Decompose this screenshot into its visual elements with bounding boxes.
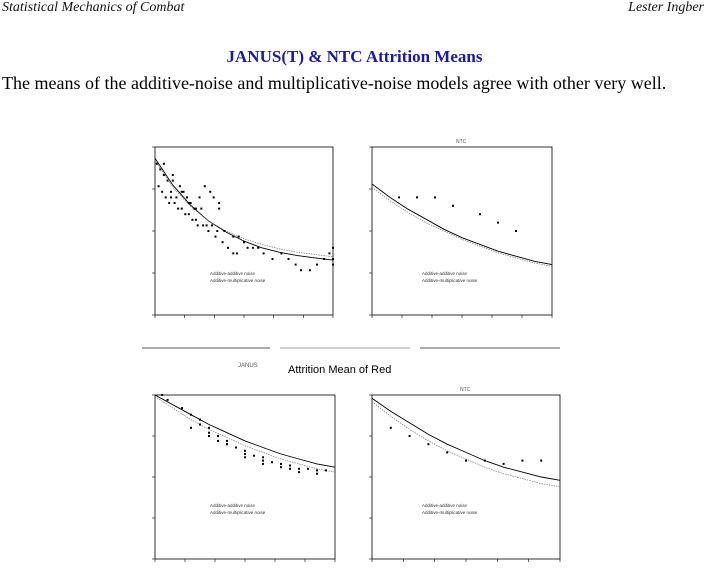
janus-label: JANUS [238,363,258,369]
data-point [184,213,186,215]
data-point [298,471,300,473]
model-curve [372,184,552,265]
data-point [316,473,318,475]
data-point [156,163,158,165]
data-point [227,247,229,249]
data-point [409,435,411,437]
data-point [208,432,210,434]
plot-frame [372,395,560,559]
running-header-left: Statistical Mechanics of Combat [2,0,185,15]
data-point [253,455,255,457]
data-point [323,258,325,260]
data-point [200,208,202,210]
data-point [195,219,197,221]
data-point [465,460,467,462]
data-point [503,463,505,465]
model-curve [372,402,560,487]
data-point [328,252,330,254]
data-point [216,230,218,232]
data-point [232,236,234,238]
data-point [170,191,172,193]
data-point [243,241,245,243]
data-point [309,269,311,271]
data-point [226,440,228,442]
data-point [390,427,392,429]
data-point [434,196,436,198]
data-point [262,463,264,465]
data-point [158,185,160,187]
data-point [479,213,481,215]
data-point [181,407,183,409]
data-point [188,202,190,204]
data-point [280,463,282,465]
data-point [247,247,249,249]
data-point [186,196,188,198]
data-point [159,168,161,170]
data-point [288,258,290,260]
data-point [163,174,165,176]
legend-entry: Additive-multiplicative noise [210,510,266,515]
data-point [197,224,199,226]
panel-top-left [152,147,334,318]
legend-entry: Additive-multiplicative noise [422,510,478,515]
panel-bottom-right [369,387,560,562]
data-point [332,258,334,260]
data-point [262,456,264,458]
data-point [191,219,193,221]
data-point [223,230,225,232]
data-point [181,191,183,193]
data-point [307,468,309,470]
data-point [207,230,209,232]
data-point [199,196,201,198]
data-point [175,196,177,198]
model-curve [372,398,560,480]
data-point [289,468,291,470]
body-paragraph: The means of the additive-noise and multiplicative-noise models agree with other very well. [2,73,667,93]
panel-top-right [369,139,552,318]
data-point [515,230,517,232]
data-point [172,180,174,182]
data-point [521,460,523,462]
data-point [168,202,170,204]
data-point [497,222,499,224]
data-point [193,208,195,210]
panel-bottom-left [152,394,335,562]
data-point [190,202,192,204]
slide-title: JANUS(T) & NTC Attrition Means [226,47,483,66]
data-point [427,443,429,445]
data-point [325,469,327,471]
data-point [232,252,234,254]
data-point [300,269,302,271]
data-point [167,399,169,401]
attrition-figure [130,130,570,574]
legend-entry: Additive-multiplicative noise [210,278,266,283]
plot-frame [155,395,335,559]
data-point [181,208,183,210]
data-point [172,174,174,176]
data-point [316,469,318,471]
data-point [218,202,220,204]
data-point [416,196,418,198]
data-point [183,191,185,193]
data-point [272,258,274,260]
data-point [188,213,190,215]
data-point [165,196,167,198]
data-point [204,185,206,187]
data-point [163,163,165,165]
data-point [215,236,217,238]
data-point [199,419,201,421]
data-point [179,185,181,187]
data-point [213,196,215,198]
data-point [332,264,334,266]
data-point [174,202,176,204]
data-point [217,440,219,442]
data-point [236,252,238,254]
data-point [161,191,163,193]
running-header-right: Lester Ingber [628,0,704,15]
plot-frame [372,147,552,315]
data-point [452,205,454,207]
model-curve [372,187,552,266]
plot-frame [155,147,333,315]
data-point [170,196,172,198]
data-point [398,196,400,198]
data-point [257,247,259,249]
data-point [218,208,220,210]
data-point [161,394,163,396]
data-point [226,443,228,445]
figure-caption: Attrition Mean of Red [288,364,392,376]
data-point [217,435,219,437]
data-point [271,461,273,463]
data-point [222,241,224,243]
data-point [235,447,237,449]
data-point [238,236,240,238]
data-point [208,435,210,437]
legend-entry: Additive-additive noise [422,271,468,276]
data-point [244,453,246,455]
data-point [202,224,204,226]
data-point [167,180,169,182]
legend-entry: Additive-additive noise [210,503,256,508]
data-point [446,451,448,453]
data-point [540,460,542,462]
legend-entry: Additive-additive noise [210,271,256,276]
data-point [199,424,201,426]
data-point [298,468,300,470]
data-point [295,264,297,266]
data-point [244,456,246,458]
data-point [252,247,254,249]
data-point [280,252,282,254]
data-point [209,191,211,193]
legend-entry: Additive-multiplicative noise [422,278,478,283]
data-point [190,427,192,429]
data-point [206,224,208,226]
panel-header: NTC [460,387,471,393]
legend-entry: Additive-additive noise [422,503,468,508]
data-point [280,466,282,468]
data-point [177,208,179,210]
data-point [211,224,213,226]
panel-header: NTC [456,139,467,145]
data-point [263,252,265,254]
data-point [289,465,291,467]
data-point [332,247,334,249]
data-point [208,427,210,429]
data-point [244,450,246,452]
data-point [262,460,264,462]
data-point [190,414,192,416]
data-point [484,460,486,462]
data-point [316,264,318,266]
